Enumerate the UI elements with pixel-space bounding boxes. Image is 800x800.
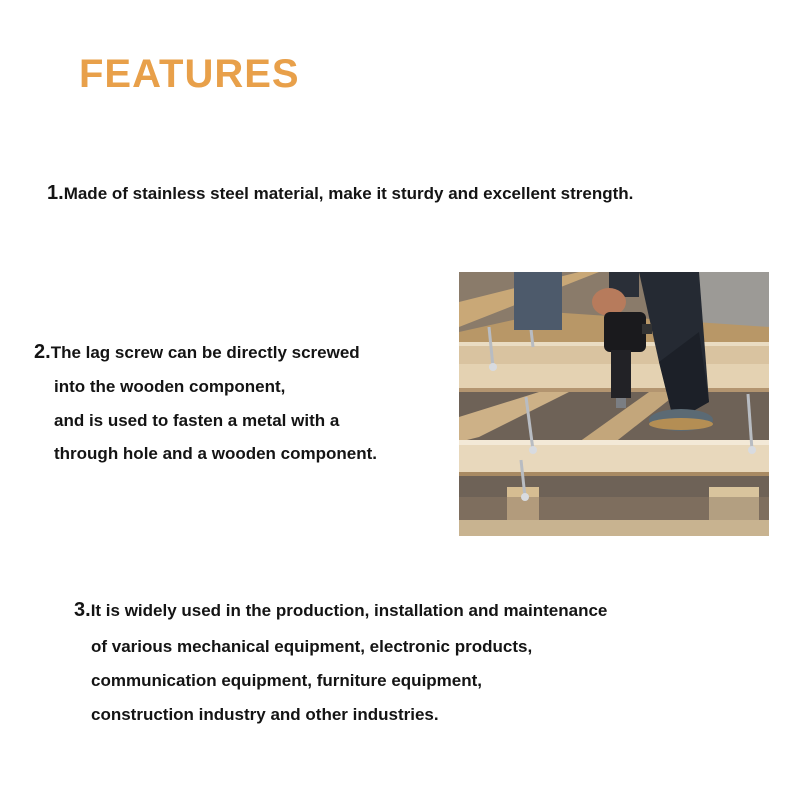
- feature-1-number: 1.: [47, 182, 64, 204]
- feature-3-line-3: communication equipment, furniture equipment,: [91, 671, 483, 690]
- feature-3-line-1: It is widely used in the production, installation and maintenance: [90, 601, 608, 620]
- feature-2-line-4: through hole and a wooden component.: [54, 444, 377, 463]
- feature-2-line-1: The lag screw can be directly screwed: [50, 343, 360, 362]
- feature-2-line-3: and is used to fasten a metal with a: [54, 411, 340, 430]
- feature-3-line-2: of various mechanical equipment, electronic products,: [91, 637, 533, 656]
- product-usage-photo: [459, 272, 769, 536]
- feature-2: [34, 341, 360, 364]
- page-title: FEATURES: [79, 52, 300, 96]
- feature-1-text: Made of stainless steel material, make it sturdy and excellent strength.: [63, 184, 634, 203]
- feature-3: [74, 599, 607, 622]
- feature-2-line-2: into the wooden component,: [54, 377, 286, 396]
- feature-3-line-4: construction industry and other industries.: [91, 705, 439, 724]
- feature-1: [47, 182, 633, 205]
- feature-2-number: 2.: [34, 341, 51, 363]
- feature-3-number: 3.: [74, 599, 91, 621]
